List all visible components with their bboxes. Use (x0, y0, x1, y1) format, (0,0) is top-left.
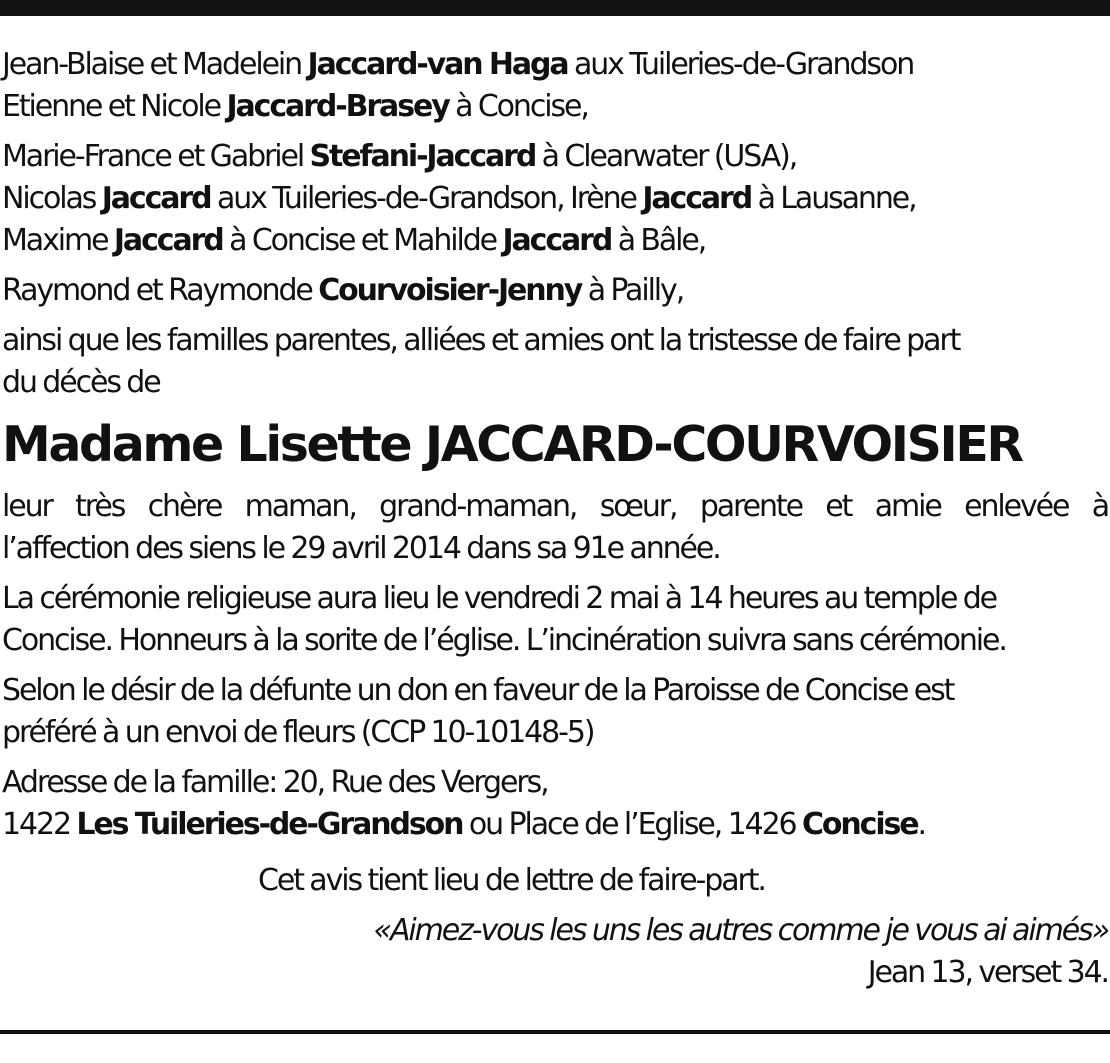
family-text: Jean-Blaise et Madelein (2, 47, 302, 82)
family-text: à Concise et Mahilde (229, 223, 497, 258)
address-line-1: Adresse de la famille: 20, Rue des Vergers, (2, 765, 548, 800)
family-name: Jaccard (113, 223, 223, 258)
address-text: ou Place de l’Eglise, 1426 (468, 807, 796, 842)
family-name: Courvoisier-Jenny (318, 273, 582, 308)
address-text: . (917, 807, 925, 842)
family-line-2 (2, 86, 1108, 128)
family-line-3 (2, 136, 1108, 178)
family-text: Raymond et Raymonde (2, 273, 312, 308)
ceremony-line-1: La cérémonie religieuse aura lieu le vendredi 2 mai à 14 heures au temple de (2, 581, 997, 616)
family-text: Maxime (2, 223, 108, 258)
family-text: à Bâle, (617, 223, 706, 258)
bible-reference: Jean 13, verset 34. (867, 955, 1108, 990)
bible-quote: «Aimez-vous les uns les autres comme je vous ai aimés» (373, 913, 1108, 948)
faire-part-note: Cet avis tient lieu de lettre de faire-part. (258, 863, 765, 898)
donation-line-1: Selon le désir de la défunte un don en faveur de la Paroisse de Concise est (2, 673, 954, 708)
family-text: à Concise, (455, 89, 588, 124)
announcement-line-1: ainsi que les familles parentes, alliées et amies ont la tristesse de faire part (2, 323, 960, 358)
announcement-line-2: du décès de (2, 365, 160, 400)
family-text: à Pailly, (587, 273, 684, 308)
family-line-5 (2, 220, 1108, 262)
family-text: à Clearwater (USA), (541, 139, 797, 174)
tribute-line-2: l’affection des siens le 29 avril 2014 dans sa 91e année. (2, 531, 720, 566)
ceremony-line-2: Concise. Honneurs à la sorite de l’église. L’incinération suivra sans cérémonie. (2, 623, 1006, 658)
deceased-name: Madame Lisette JACCARD-COURVOISIER (2, 416, 1022, 473)
family-name: Jaccard (642, 181, 752, 216)
donation-line-2: préféré à un envoi de fleurs (CCP 10-10148-5) (2, 715, 594, 750)
family-text: à Lausanne, (757, 181, 916, 216)
address-place: Les Tuileries-de-Grandson (76, 807, 463, 842)
top-rule (0, 0, 1110, 16)
family-line-6 (2, 270, 1108, 312)
address-place: Concise (801, 807, 918, 842)
footer-block (2, 860, 1108, 994)
address-line-2 (2, 804, 1108, 846)
tribute-line-1: leur très chère maman, grand-maman, sœur, parente et amie enlevée à (2, 489, 1108, 524)
family-line-1 (2, 44, 1108, 86)
family-name: Stefani-Jaccard (309, 139, 536, 174)
family-name: Jaccard-Brasey (226, 89, 449, 124)
family-text: Nicolas (2, 181, 96, 216)
family-name: Jaccard (502, 223, 612, 258)
obituary-notice (2, 44, 1108, 994)
family-text: Etienne et Nicole (2, 89, 221, 124)
family-line-4 (2, 178, 1108, 220)
address-text: 1422 (2, 807, 70, 842)
bottom-rule (0, 1030, 1110, 1034)
family-text: aux Tuileries-de-Grandson, Irène (216, 181, 636, 216)
family-text: aux Tuileries-de-Grandson (573, 47, 914, 82)
family-text: Marie-France et Gabriel (2, 139, 304, 174)
family-name: Jaccard-van Haga (307, 47, 568, 82)
family-name: Jaccard (101, 181, 211, 216)
